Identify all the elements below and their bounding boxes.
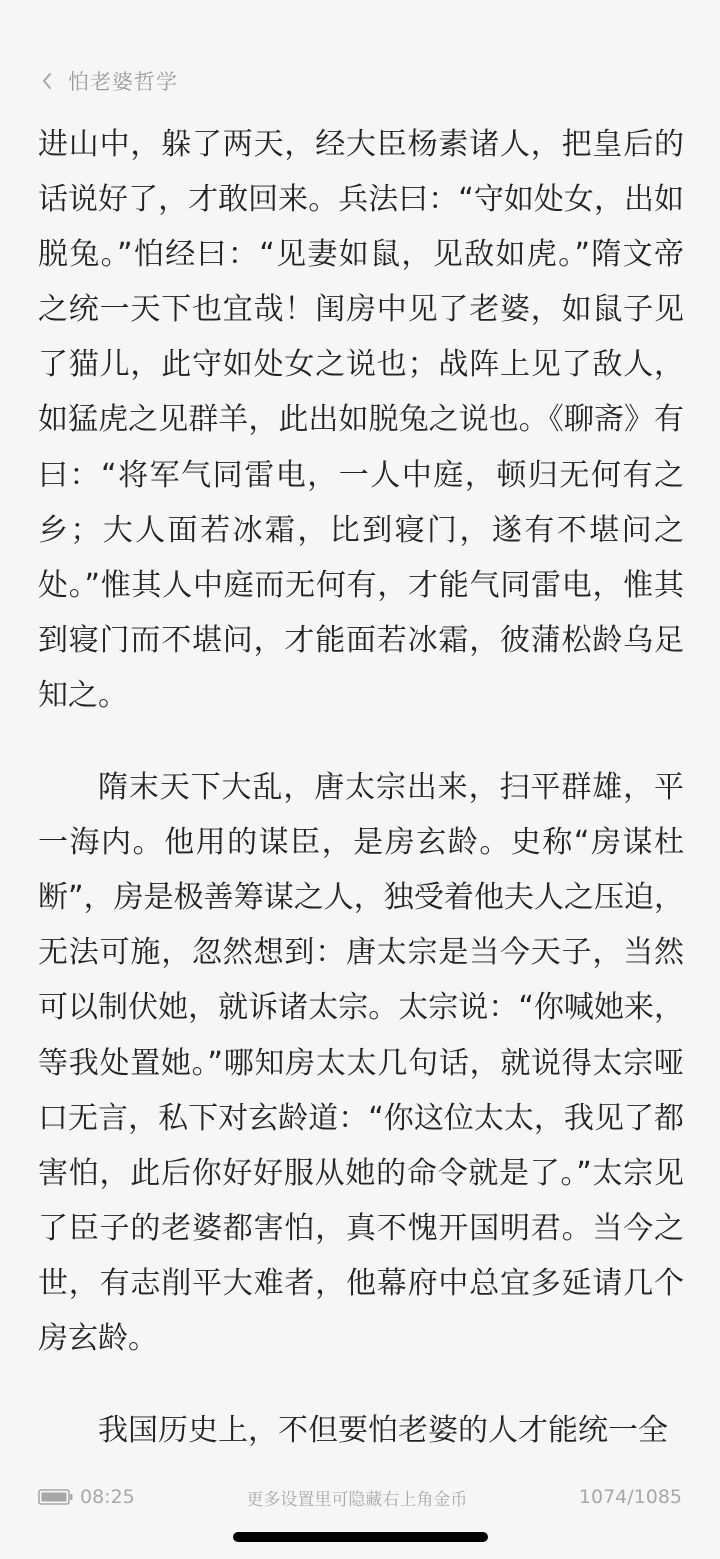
paragraph-spacer <box>38 723 684 760</box>
battery-icon <box>38 1488 74 1506</box>
reader-footer <box>38 1480 682 1514</box>
home-indicator[interactable] <box>233 1532 488 1542</box>
reading-content <box>38 117 684 1458</box>
settings-hint: 更多设置里可隐藏右上角金币 <box>246 1489 468 1510</box>
paragraph: 我国历史上，不但要怕老婆的人才能统一全 <box>98 1413 668 1449</box>
page-progress: 1074/1085 <box>578 1486 682 1508</box>
clock-time: 08:25 <box>80 1486 135 1508</box>
status-group <box>38 1486 135 1508</box>
paragraph-spacer <box>38 1366 684 1403</box>
paragraph: 隋末天下大乱，唐太宗出来，扫平群雄，平一海内。他用的谋臣，是房玄龄。史称“房谋杜断”，房是极善筹谋之人，独受着他夫人之压迫，无法可施，忽然想到：唐太宗是当今天子，当然可以制伏她，就诉诸太宗。太宗说：“你喊她来，等我处置她。”哪知房太太几句话，就说得太宗哑口无言，私下对玄龄道：“你这位太太，我见了都害怕，此后你好好服从她的命令就是了。”太宗见了臣子的老婆都害怕，真不愧开国明君。当今之世，有志削平大难者，他幕府中总宜多延请几个房玄龄。 <box>38 770 684 1356</box>
book-title[interactable]: 怕老婆哲学 <box>68 70 178 94</box>
chevron-left-icon[interactable] <box>38 69 58 93</box>
paragraph: 进山中，躲了两天，经大臣杨素诸人，把皇后的话说好了，才敢回来。兵法曰：“守如处女，出如脱兔。”怕经曰：“见妻如鼠，见敌如虎。”隋文帝之统一天下也宜哉！闺房中见了老婆，如鼠子见了猫儿，此守如处女之说也；战阵上见了敌人，如猛虎之见群羊，此出如脱兔之说也。《聊斋》有曰：“将军气同雷电，一人中庭，顿归无何有之乡；大人面若冰霜，比到寝门，遂有不堪问之处。”惟其人中庭而无何有，才能气同雷电，惟其到寝门而不堪问，才能面若冰霜，彼蒲松龄乌足知之。 <box>38 127 684 713</box>
reader-header <box>38 64 178 98</box>
